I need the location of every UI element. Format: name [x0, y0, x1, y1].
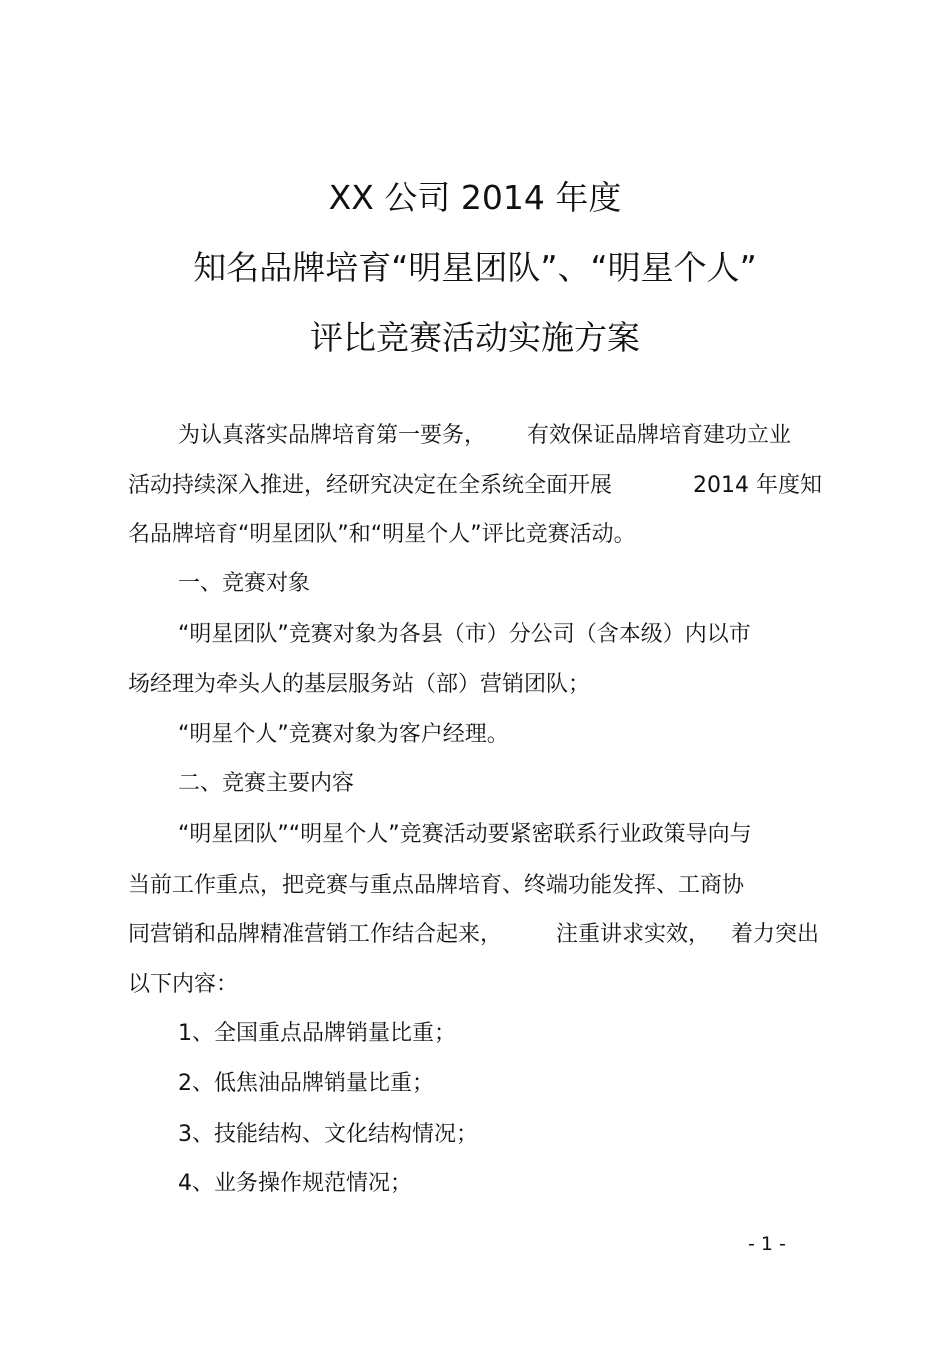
section-2-paragraph-line-4: 以下内容：	[128, 972, 239, 997]
section-2-paragraph-line-2: 当前工作重点，把竞赛与重点品牌培育、终端功能发挥、工商协	[128, 873, 745, 898]
list-item-4: 4、业务操作规范情况；	[178, 1171, 412, 1196]
list-item-3: 3、技能结构、文化结构情况；	[178, 1122, 478, 1147]
list-item-1: 1、全国重点品牌销量比重；	[178, 1021, 456, 1046]
title-line-3: 评比竞赛活动实施方案	[310, 318, 640, 357]
intro-line-1-part-b: 有效保证品牌培育建功立业	[527, 423, 792, 448]
section-2-line-3-part-c: 着力突出	[731, 922, 820, 947]
title-line-2: 知名品牌培育“明星团队”、“明星个人”	[193, 248, 757, 287]
section-2-line-3-part-a: 同营销和品牌精准营销工作结合起来，	[128, 922, 503, 947]
section-2-paragraph-line-3	[0, 920, 950, 950]
section-2-line-3-part-b: 注重讲求实效，	[556, 922, 711, 947]
intro-line-1	[0, 421, 950, 451]
page-number: - 1 -	[748, 1233, 786, 1255]
section-1-paragraph-1-line-2: 场经理为牵头人的基层服务站（部）营销团队；	[128, 672, 591, 697]
intro-line-2-part-a: 活动持续深入推进，经研究决定在全系统全面开展	[128, 473, 613, 498]
title-line-1: XX 公司 2014 年度	[328, 178, 622, 217]
intro-line-2	[0, 471, 950, 501]
intro-line-2-part-b: 2014 年度知	[693, 473, 822, 498]
list-item-2: 2、低焦油品牌销量比重；	[178, 1071, 434, 1096]
intro-line-1-part-a: 为认真落实品牌培育第一要务，	[178, 423, 487, 448]
section-2-heading: 二、竞赛主要内容	[178, 771, 355, 796]
intro-line-3: 名品牌培育“明星团队”和“明星个人”评比竞赛活动。	[128, 522, 636, 547]
section-2-paragraph-line-1: “明星团队”“明星个人”竞赛活动要紧密联系行业政策导向与	[178, 822, 752, 847]
section-1-paragraph-2: “明星个人”竞赛对象为客户经理。	[178, 722, 509, 747]
section-1-paragraph-1-line-1: “明星团队”竞赛对象为各县（市）分公司（含本级）内以市	[178, 622, 751, 647]
section-1-heading: 一、竞赛对象	[178, 571, 311, 596]
